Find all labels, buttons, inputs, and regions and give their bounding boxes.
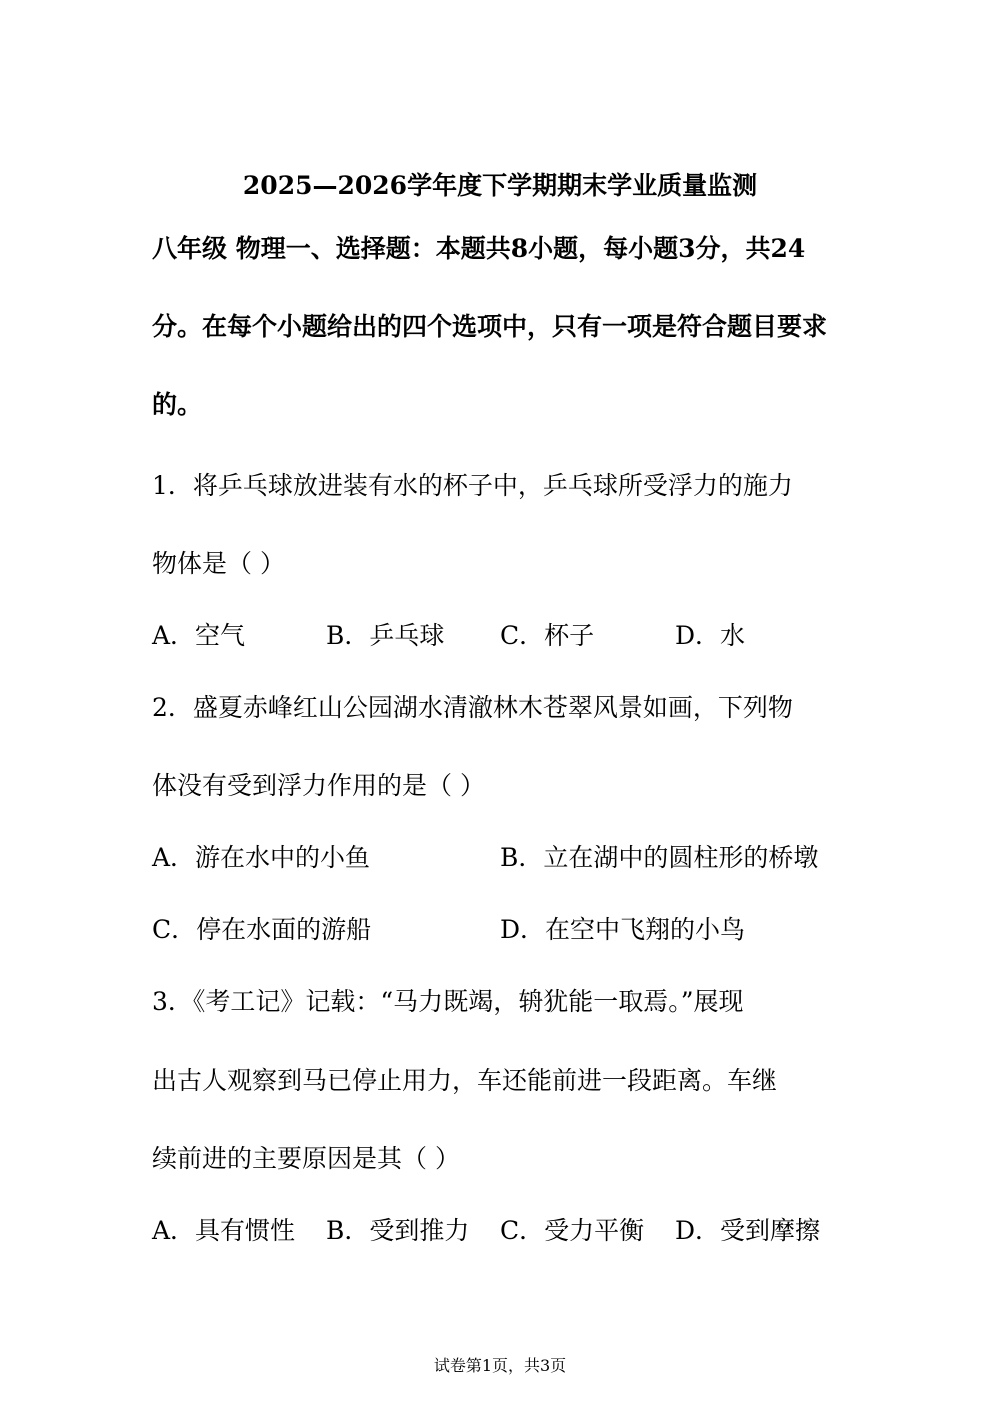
question-1-line-1: 1．将乒乓球放进装有水的杯子中，乒乓球所受浮力的施力 (152, 471, 793, 500)
page-footer: 试卷第1页，共3页 (433, 1356, 567, 1375)
question-2-option-c: C．停在水面的游船 (152, 915, 372, 944)
section-heading: 八年级 物理一、选择题：本题共8小题，每小题3分，共24分。在每个小题给出的四个选项中，只有一项是符合题目要求的。 (152, 234, 828, 419)
question-1-option-c: C．杯子 (500, 621, 595, 650)
question-2-option-a: A．游在水中的小鱼 (152, 843, 371, 872)
question-3-line-1: 3．《考工记》记载：“马力既竭，辀犹能一取焉。”展现 (152, 987, 744, 1016)
question-2-option-b: B．立在湖中的圆柱形的桥墩 (500, 843, 819, 872)
question-2-option-d: D．在空中飞翔的小鸟 (500, 915, 746, 944)
question-1-option-d: D．水 (675, 621, 746, 650)
exam-title: 2025—2026学年度下学期期末学业质量监测 (242, 171, 758, 200)
question-1-option-a: A．空气 (152, 621, 246, 650)
question-1-line-2: 物体是（ ） (152, 549, 285, 578)
question-3-option-c: C．受力平衡 (500, 1216, 645, 1245)
question-2-line-1: 2．盛夏赤峰红山公园湖水清澈林木苍翠风景如画，下列物 (152, 693, 793, 722)
question-2-line-2: 体没有受到浮力作用的是（ ） (152, 771, 485, 800)
question-3-option-b: B．受到推力 (326, 1216, 470, 1245)
question-3-line-2: 出古人观察到马已停止用力，车还能前进一段距离。车继 (152, 1066, 778, 1095)
question-3-line-3: 续前进的主要原因是其（ ） (152, 1144, 460, 1173)
question-3-option-d: D．受到摩擦 (675, 1216, 821, 1245)
question-3-option-a: A．具有惯性 (152, 1216, 296, 1245)
question-1-option-b: B．乒乓球 (326, 621, 445, 650)
